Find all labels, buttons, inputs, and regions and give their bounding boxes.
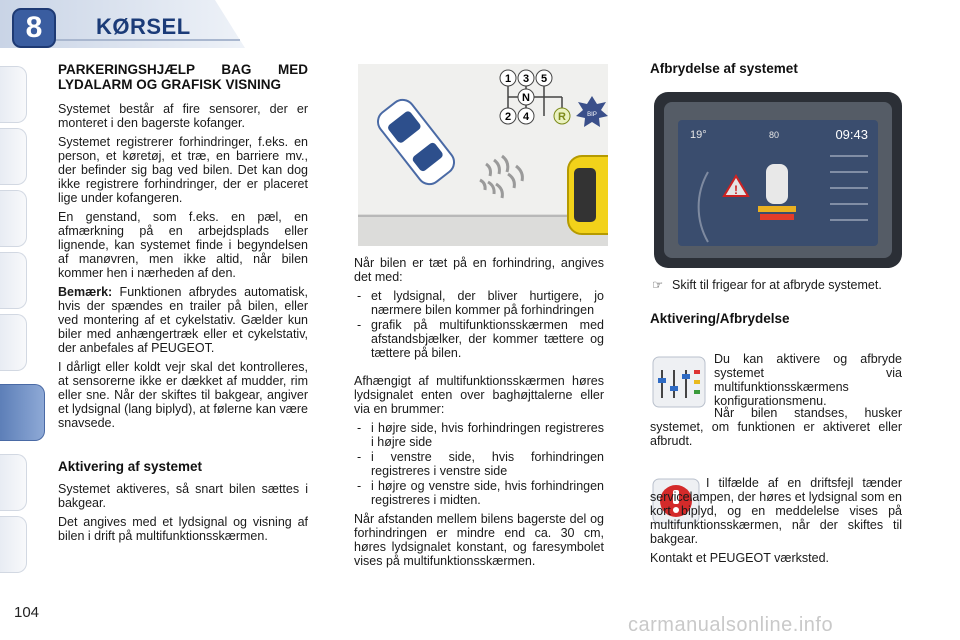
watermark: carmanualsonline.info: [628, 614, 834, 636]
gear-label: 1: [504, 73, 512, 85]
paragraph: Systemet registrerer forhindringer, f.eks. en person, et køretøj, et træ, en barriere mv., der befinder sig bag ved bilen. Det kan dog ikke registrere forhindringer, der er placeret lige under kofangeren.: [58, 135, 308, 205]
note-text: Funktionen afbrydes automatisk, hvis der spændes en trailer på bilen, eller ved montering af et cykelstativ. Gælder kun biler med anhængertræk eller et cykelstativ, der anbefales af PEUGEOT.: [58, 285, 308, 355]
paragraph: Når bilen er tæt på en forhindring, angives det med:: [354, 256, 604, 284]
paragraph: Systemet aktiveres, så snart bilen sættes i bakgear.: [58, 482, 308, 510]
right-column-body: [650, 278, 902, 334]
paragraph: En genstand, som f.eks. en pæl, en afmærkning på en arbejdsplads eller lignende, kan systemet finde i begyndelsen af manøvren, men ikke altid, når bilen kommer hen i nærheden af den.: [58, 210, 308, 280]
chapter-tab[interactable]: [0, 190, 27, 247]
config-paragraph-block: [714, 352, 902, 413]
parking-illustration: [358, 64, 608, 246]
right-column: [650, 62, 902, 84]
list-item: - grafik på multifunktionsskærmen med afstandsbjælker, der kommer tættere og tættere på bilen.: [354, 318, 604, 360]
paragraph: Afhængigt af multifunktionsskærmen høres lydsignalet enten over baghøjttalerne eller via en brummer:: [354, 374, 604, 416]
list-item: - i højre side, hvis forhindringen registreres i højre side: [354, 421, 604, 449]
middle-column: [354, 256, 604, 573]
chapter-title: KØRSEL: [96, 14, 191, 39]
chapter-tab[interactable]: [0, 66, 27, 123]
gear-label: 4: [522, 111, 530, 123]
list-item: - i højre og venstre side, hvis forhindringen registreres i midten.: [354, 479, 604, 507]
paragraph: I tilfælde af en driftsfejl tænder servicelampen, der høres et lydsignal som en kort biplyd, og en meddelelse vises på multifunktionsskærmen, når der skiftes til bakgear.: [650, 476, 902, 546]
paragraph: Når afstanden mellem bilens bagerste del og forhindringen er mindre end ca. 30 cm, høres lydsignalet konstant, og faresymbolet vises på multifunktionsskærmen.: [354, 512, 604, 568]
multifunction-screen-illustration: [654, 92, 902, 268]
paragraph: Du kan aktivere og afbryde systemet via multifunktionsskærmens konfigurationsmenu.: [714, 352, 902, 408]
paragraph: Når bilen standses, husker systemet, om funktionen er aktiveret eller afbrudt.: [650, 406, 902, 448]
obstacle-car: [568, 156, 608, 234]
paragraph: Det angives med et lydsignal og visning af bilen i drift på multifunktionsskærmen.: [58, 515, 308, 543]
settings-menu-icon: [652, 356, 706, 408]
memory-paragraph-block: [650, 406, 902, 453]
car-top-view-icon: [766, 164, 788, 204]
paragraph: Kontakt et PEUGEOT værksted.: [650, 551, 830, 565]
gear-label: 5: [540, 73, 548, 85]
note-label: Bemærk:: [58, 285, 113, 299]
svg-text:!: !: [734, 183, 738, 197]
gear-label: R: [558, 111, 566, 123]
gear-label: 2: [504, 111, 512, 123]
list-item: - et lydsignal, der bliver hurtigere, jo nærmere bilen kommer på forhindringen: [354, 289, 604, 317]
chapter-tab[interactable]: [0, 128, 27, 185]
chapter-tab[interactable]: [0, 454, 27, 511]
screen-clock: 09:43: [835, 127, 868, 142]
subsection-title: Aktivering af systemet: [58, 459, 203, 474]
section-title: Afbrydelse af systemet: [650, 61, 798, 76]
dash-list: [354, 421, 604, 507]
gear-label: N: [522, 92, 530, 104]
chapter-number: 8: [25, 11, 43, 44]
fault-paragraph-block: [650, 476, 902, 570]
dash-list: [354, 289, 604, 360]
beep-label: BIP: [587, 112, 597, 118]
note-paragraph: [58, 285, 308, 355]
paragraph: I dårligt eller koldt vejr skal det kontrolleres, at sensorerne ikke er dækket af mudder, rim eller sne. Når der skiftes til bakgear, angiver et lydsignal (lang biplyd), at følerne kan være snavsede.: [58, 360, 308, 430]
chapter-tabs: [0, 66, 30, 586]
pointing-hand-icon: ☞: [652, 278, 664, 292]
instruction-bullet: [650, 278, 902, 292]
screen-temperature: 19°: [690, 129, 707, 141]
section-title: PARKERINGSHJÆLP BAG MED LYDALARM OG GRAFISK VISNING: [58, 62, 308, 92]
chapter-tab-active[interactable]: [0, 384, 45, 441]
gear-label: 3: [522, 73, 530, 85]
list-item: - i venstre side, hvis forhindringen registreres i venstre side: [354, 450, 604, 478]
paragraph: Systemet består af fire sensorer, der er monteret i den bagerste kofanger.: [58, 102, 308, 130]
chapter-tab[interactable]: [0, 252, 27, 309]
screen-center-readout: 80: [768, 130, 780, 140]
chapter-tab[interactable]: [0, 314, 27, 371]
left-column: [58, 62, 308, 548]
instruction-text: Skift til frigear for at afbryde systemet.: [672, 278, 882, 292]
chapter-tab[interactable]: [0, 516, 27, 573]
section-title: Aktivering/Afbrydelse: [650, 311, 790, 326]
page-number: 104: [14, 604, 40, 621]
